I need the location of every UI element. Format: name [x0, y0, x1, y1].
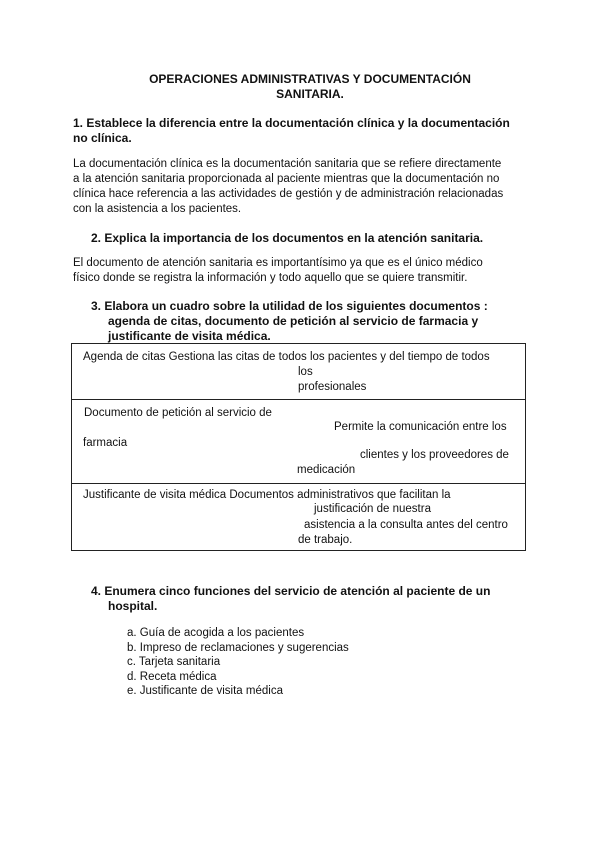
question-3-line-2: agenda de citas, documento de petición al servicio de farmacia y	[108, 314, 479, 328]
table-cell: justificación de nuestra	[314, 503, 431, 515]
table-cell: medicación	[297, 464, 356, 476]
question-1-heading	[73, 116, 510, 146]
table-cell: los	[298, 366, 313, 378]
table-cell: asistencia a la consulta antes del centro	[304, 519, 508, 531]
question-1-line-1: 1. Establece la diferencia entre la documentación clínica y la documentación	[73, 116, 510, 130]
table-cell: Justificante de visita médica Documentos administrativos que facilitan la	[83, 489, 451, 501]
answer-line: a la atención sanitaria proporcionada al paciente mientras que la documentación no	[73, 173, 500, 185]
list-item: c. Tarjeta sanitaria	[127, 656, 221, 668]
question-2-heading: 2. Explica la importancia de los documentos en la atención sanitaria.	[91, 231, 484, 245]
answer-line: con la asistencia a los pacientes.	[73, 203, 242, 215]
question-4-line-2: hospital.	[108, 599, 158, 613]
table-cell: profesionales	[298, 381, 367, 393]
answer-line: La documentación clínica es la documentación sanitaria que se refiere directamente	[73, 158, 502, 170]
question-3-line-3: justificante de visita médica.	[108, 329, 271, 343]
title-line-1: OPERACIONES ADMINISTRATIVAS Y DOCUMENTACIÓN	[149, 72, 471, 86]
question-4-line-1: 4. Enumera cinco funciones del servicio de atención al paciente de un	[91, 584, 491, 598]
document-title	[140, 72, 480, 102]
table-cell: farmacia	[83, 437, 128, 449]
question-1-answer	[73, 157, 503, 217]
table-cell: Agenda de citas Gestiona las citas de todos los pacientes y del tiempo de todos	[83, 351, 490, 363]
table-cell: de trabajo.	[298, 534, 353, 546]
question-1-line-2: no clínica.	[73, 131, 132, 145]
list-item: e. Justificante de visita médica	[127, 685, 283, 697]
table-cell: Documento de petición al servicio de	[84, 407, 272, 419]
table-row-divider	[72, 399, 525, 400]
table-row-divider	[72, 483, 525, 484]
question-3-line-1: 3. Elabora un cuadro sobre la utilidad de los siguientes documentos :	[91, 299, 488, 313]
table-cell: Permite la comunicación entre los	[334, 421, 507, 433]
question-2-answer	[73, 256, 483, 286]
list-item: a. Guía de acogida a los pacientes	[127, 627, 305, 639]
list-item: d. Receta médica	[127, 670, 217, 683]
answer-line: clínica hace referencia a las actividades de gestión y de administración relacionadas	[73, 188, 504, 200]
answer-line: físico donde se registra la información y todo aquello que se quiere transmitir.	[73, 272, 468, 284]
functions-list	[127, 626, 349, 699]
answer-line: El documento de atención sanitaria es importantísimo ya que es el único médico	[73, 257, 483, 269]
documents-table	[71, 343, 526, 551]
table-cell: clientes y los proveedores de	[360, 449, 509, 461]
title-line-2: SANITARIA.	[276, 87, 344, 101]
list-item: b. Impreso de reclamaciones y sugerencias	[127, 641, 349, 654]
